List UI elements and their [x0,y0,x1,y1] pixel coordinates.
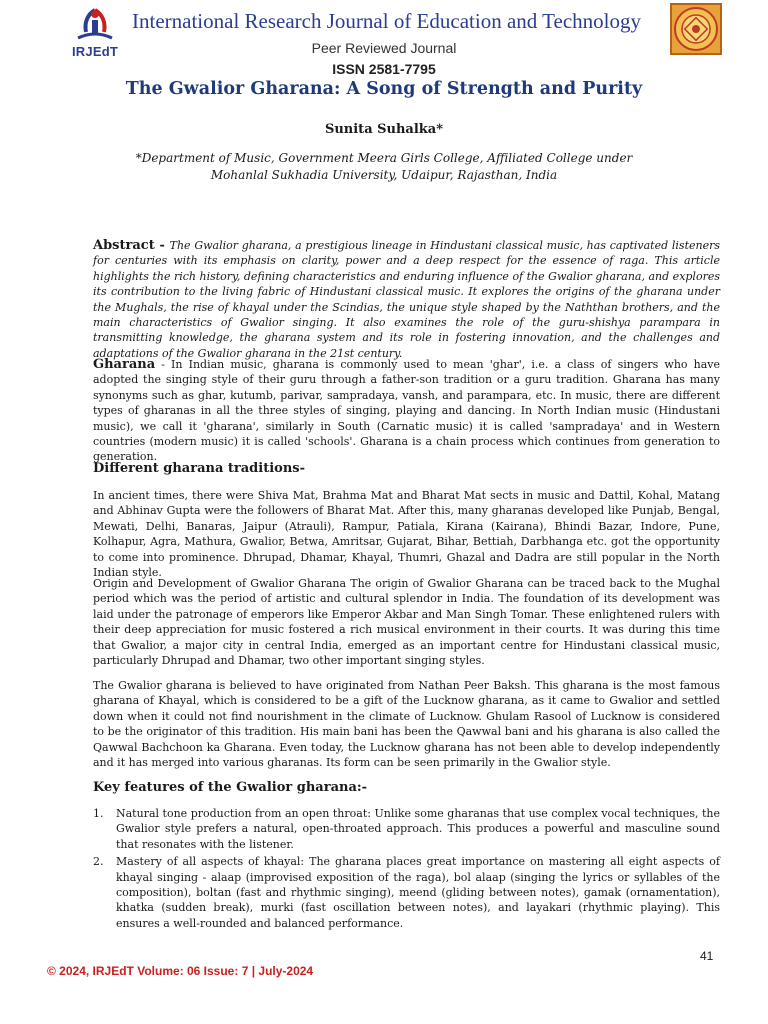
abstract-text: The Gwalior gharana, a prestigious lineage in Hindustani classical music, has captivated listeners for centuries with its emphasis on clarity, power and a deep respect for the essence of raga. This article highlights the rich history, defining characteristics and enduring influence of the Gwalior gharana, and explores its contribution to the living fabric of Hindustani classical music. It explores the origins of the gharana under the Mughals, the rise of khayal under the Scindias, the unique style shaped by the Naththan brothers, and the main characteristics of Gwalior singing. It also examines the role of the guru-shishya parampara in transmitting knowledge, the gharana system and its role in fostering innovation, and the challenges and adaptations of the Gwalior gharana in the 21st century. [93,239,721,360]
list-item-number: 1. [93,807,104,820]
list-item [93,806,720,852]
abstract-paragraph [93,238,720,361]
gharana-label: Gharana [93,357,156,372]
key-features-list [93,806,720,933]
journal-name: International Research Journal of Education and Technology [132,9,641,33]
seal-logo [670,3,722,55]
list-item [93,854,720,931]
page-number: 41 [700,949,714,963]
section-heading-traditions: Different gharana traditions- [93,461,305,476]
author-name: Sunita Suhalka* [324,122,444,137]
body-paragraph: Origin and Development of Gwalior Gharana The origin of Gwalior Gharana can be traced back to the Mughal period which was the period of artistic and cultural splendor in India. The foundation of its development was laid under the patronage of emperors like Emperor Akbar and Man Singh Tomar. These enlightened rulers with their deep appreciation for music fostered a rich musical environment in their courts. It was during this time that Gwalior, a major city in central India, emerged as an important centre for Hindustani classical music, particularly Dhrupad and Dhamar, two other important singing styles. [93,577,720,668]
mandala-seal-icon [670,3,722,55]
abstract-label: Abstract - [93,238,170,253]
gharana-paragraph [93,357,720,465]
issn-label: ISSN 2581-7795 [332,61,436,77]
body-paragraph: The Gwalior gharana is believed to have originated from Nathan Peer Baksh. This gharana is the most famous gharana of Khayal, which is considered to be a gift of the Lucknow gharana, as it came to Gwalior and settled down when it could not find nourishment in the climate of Lucknow. Ghulam Rasool of Lucknow is considered to be the originator of this tradition. His main bani has been the Qawwal bani and his gharana is also called the Qawwal Bachchoon ka Gharana. Even today, the Lucknow gharana has not been able to develop independently and it has merged into various gharanas. Its form can be seen primarily in the Gwalior style. [93,679,720,770]
author-affiliation: *Department of Music, Government Meera Girls College, Affiliated College under Mohanlal Sukhadia University, Udaipur, Rajasthan, India [135,151,633,182]
journal-logo-text: IRJEdT [72,44,118,59]
copyright-footer: © 2024, IRJEdT Volume: 06 Issue: 7 | July-2024 [47,964,314,978]
list-item-number: 2. [93,855,104,869]
list-item-text: Mastery of all aspects of khayal: The gharana places great importance on mastering all eight aspects of khayal singing - alaap (improvised exposition of the raga), bol alaap (singing the lyrics or syllables of the composition), boltan (fast and rhythmic singing), meend (gliding between notes), gamak (ornamentation), khatka (sudden break), murki (fast oscillation between notes), and layakari (rhythmic playing). This ensures a well-rounded and balanced performance. [116,855,720,930]
gharana-text: - In Indian music, gharana is commonly used to mean 'ghar', i.e. a class of singers who have adopted the singing style of their guru through a father-son tradition or a guru tradition. Gharana has many synonyms such as ghar, kutumb, parivar, sampradaya, vansh, and parampara, etc. In music, there are different types of gharanas in all the three styles of singing, playing and dancing. In North Indian music (Hindustani music), we call it 'gharana', similarly in South (Carnatic music) it is called 'sampradaya' and in Western countries (modern music) it is called 'schools'. Gharana is a chain process which continues from generation to generation. [93,358,720,464]
section-heading-key-features: Key features of the Gwalior gharana:- [93,780,368,795]
list-item-text: Natural tone production from an open throat: Unlike some gharanas that use complex vocal techniques, the Gwalior style prefers a natural, open-throated approach. This produces a powerful and masculine sound that resonates with the listener. [116,807,720,851]
article-title: The Gwalior Gharana: A Song of Strength and Purity [125,79,643,99]
peer-reviewed-label: Peer Reviewed Journal [311,40,457,56]
body-paragraph: In ancient times, there were Shiva Mat, Brahma Mat and Bharat Mat sects in music and Dattil, Kohal, Matang and Abhinav Gupta were the followers of Bharat Mat. After this, many gharanas developed like Punjab, Bengal, Mewati, Delhi, Banaras, Jaipur (Atrauli), Rampur, Patiala, Kirana (Kairana), Bhindi Bazar, Indore, Pune, Kolhapur, Agra, Mathura, Gwalior, Betwa, Amritsar, Gujarat, Bihar, Bettiah, Darbhanga etc. got the opportunity to come into prominence. Dhrupad, Dhamar, Khayal, Thumri, Ghazal and Dadra are still popular in the North Indian style. [93,489,720,580]
